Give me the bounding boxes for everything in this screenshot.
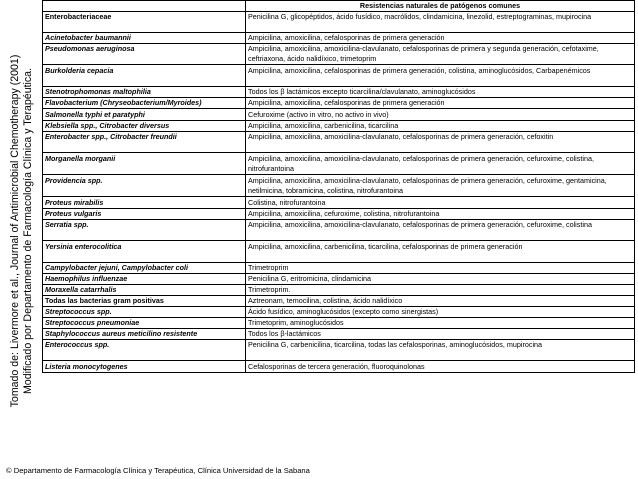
organism-cell: Staphylococcus aureus meticilino resistente [43,329,246,340]
table-row [43,197,635,209]
organism-cell: Proteus mirabilis [43,197,246,209]
table-row [43,98,635,109]
organism-cell: Morganella morganii [43,153,246,175]
resistance-cell: Penicilina G, carbenicilina, ticarcilina, todas las cefalosporinas, aminoglucósidos, mupirocina [246,340,635,361]
table-row [43,209,635,220]
resistance-cell: Ampicilina, amoxicilina, carbenicilina, ticarcilina [246,121,635,132]
table-row [43,307,635,318]
table-row [43,361,635,373]
table-row [43,274,635,285]
resistance-cell: Todos los β lactámicos excepto ticarcilina/clavulanato, aminoglucósidos [246,87,635,98]
organism-cell: Streptococcus pneumoniae [43,318,246,329]
table-row [43,329,635,340]
organism-cell: Moraxella catarrhalis [43,285,246,296]
table-row [43,121,635,132]
citation-line-2: Modificado por Departamento de Farmacología Clínica y Terapéutica. [22,67,34,395]
organism-cell: Listeria monocytogenes [43,361,246,373]
organism-cell: Burkolderia cepacia [43,65,246,87]
resistance-cell: Ampicilina, amoxicilina, amoxicilina-clavulanato, cefalosporinas de primera generación, cefuroxime, colistina [246,220,635,241]
table-row [43,12,635,33]
table-row [43,87,635,98]
citation-sidebar [2,0,42,462]
organism-cell: Haemophilus influenzae [43,274,246,285]
resistance-cell: Ampicilina, amoxicilina, cefuroxime, colistina, nitrofurantoina [246,209,635,220]
table-row [43,241,635,263]
organism-cell: Enterococcus spp. [43,340,246,361]
organism-cell: Enterobacteriaceae [43,12,246,33]
table-row [43,44,635,65]
table-row [43,285,635,296]
resistance-cell: Penicilina G, eritromicina, clindamicina [246,274,635,285]
organism-cell: Proteus vulgaris [43,209,246,220]
table-row [43,65,635,87]
resistance-cell: Ampicilina, amoxicilina, carbenicilina, ticarcilina, cefalosporinas de primera generación [246,241,635,263]
table-row [43,132,635,153]
organism-cell: Enterobacter spp., Citrobacter freundii [43,132,246,153]
organism-cell: Providencia spp. [43,175,246,197]
organism-cell: Flavobacterium (Chryseobacterium/Myroides) [43,98,246,109]
resistance-cell: Trimetoprim, aminoglucósidos [246,318,635,329]
organism-cell: Serratia spp. [43,220,246,241]
resistance-cell: Trimetroprim [246,263,635,274]
copyright-footer: © Departamento de Farmacología Clínica y Terapéutica, Clínica Universidad de la Sabana [6,466,310,475]
table-row [43,33,635,44]
resistance-cell: Todos los β-lactámicos [246,329,635,340]
organism-cell: Salmonella typhi et paratyphi [43,109,246,121]
resistance-cell: Penicilina G, glicopéptidos, ácido fusídico, macrólidos, clindamicina, linezolid, estreptograminas, mupirocina [246,12,635,33]
organism-cell: Campylobacter jejuni, Campylobacter coli [43,263,246,274]
organism-cell: Streptococcus spp. [43,307,246,318]
organism-cell: Pseudomonas aeruginosa [43,44,246,65]
organism-cell: Yersinia enterocolitica [43,241,246,263]
resistance-cell: Aztreonam, temocilina, colistina, ácido nalidíxico [246,296,635,307]
citation-line-1: Tomado de: Livermore et al., Journal of Antimicrobial Chemotherapy (2001) [9,54,21,408]
table-header-blank [43,1,246,12]
resistance-cell: Ampicilina, amoxicilina, amoxicilina-clavulanato, cefalosporinas de primera generación, cefuroxime, gentamicina, netilmicina, tobramicina, colistina, nitrofurantoina [246,175,635,197]
resistance-cell: Ampicilina, amoxicilina, cefalosporinas de primera generación [246,98,635,109]
table-header-title: Resistencias naturales de patógenos comunes [246,1,635,12]
resistance-table [42,0,635,373]
organism-cell: Klebsiella spp., Citrobacter diversus [43,121,246,132]
resistance-cell: Ampicilina, amoxicilina, cefalosporinas de primera generación [246,33,635,44]
table-row [43,296,635,307]
table-row [43,220,635,241]
resistance-cell: Colistina, nitrofurantoina [246,197,635,209]
table-row [43,340,635,361]
resistance-cell: Ampicilina, amoxicilina, amoxicilina-clavulanato, cefalosporinas de primera generación, cefuroxime, colistina, nitrofurantoina [246,153,635,175]
resistance-cell: Ampicilina, amoxicilina, amoxicilina-clavulanato, cefalosporinas de primera generación, cefoxitin [246,132,635,153]
table-row [43,263,635,274]
resistance-cell: Ácido fusídico, aminoglucósidos (excepto como sinergistas) [246,307,635,318]
table-row [43,175,635,197]
organism-cell: Acinetobacter baumannii [43,33,246,44]
table-row [43,318,635,329]
resistance-cell: Cefuroxime (activo in vitro, no activo in vivo) [246,109,635,121]
resistance-cell: Trimetroprim. [246,285,635,296]
resistance-cell: Ampicilina, amoxicilina, amoxicilina-clavulanato, cefalosporinas de primera y segunda generación, cefotaxime, ceftriaxona, ácido nalidíxico, trimetoprim [246,44,635,65]
table-row [43,109,635,121]
citation-text [9,0,35,462]
organism-cell: Stenotrophomonas maltophilia [43,87,246,98]
resistance-cell: Cefalosporinas de tercera generación, fluoroquinolonas [246,361,635,373]
resistance-cell: Ampicilina, amoxicilina, cefalosporinas de primera generación, colistina, aminoglucósidos, Carbapenémicos [246,65,635,87]
table-row [43,153,635,175]
organism-cell: Todas las bacterias gram positivas [43,296,246,307]
